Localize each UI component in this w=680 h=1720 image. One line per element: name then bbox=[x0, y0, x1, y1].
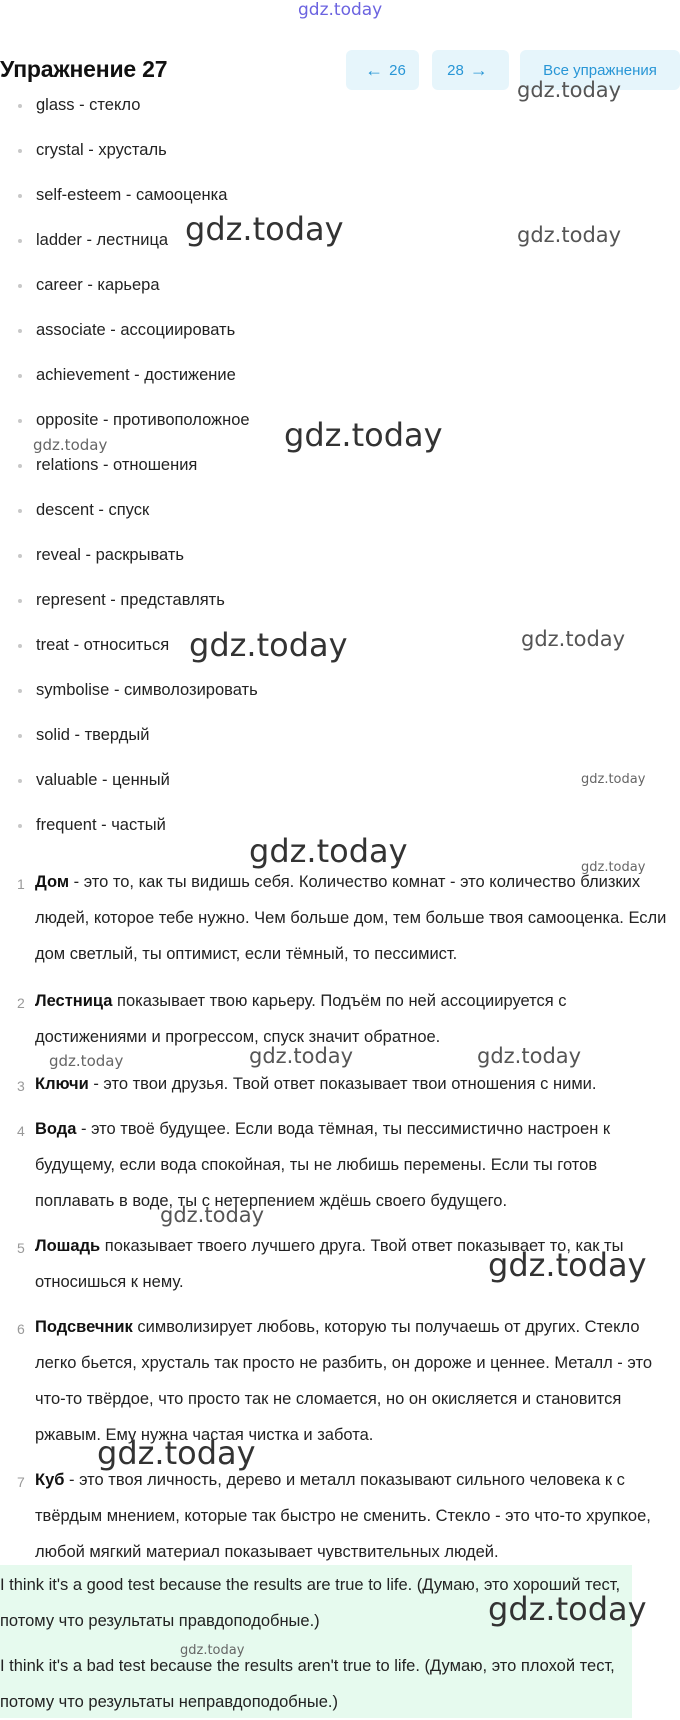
answer-paragraph bbox=[35, 1462, 675, 1570]
next-exercise-button[interactable] bbox=[432, 50, 509, 90]
opinion-bad: I think it's a bad test because the results aren't true to life. (Думаю, это плохой тест, потому что результаты неправдоподобные.) bbox=[0, 1657, 615, 1711]
bullet-icon bbox=[18, 284, 22, 288]
answer-number: 5 bbox=[17, 1240, 25, 1256]
watermark: gdz.today bbox=[521, 627, 626, 651]
watermark: gdz.today bbox=[488, 1246, 647, 1284]
arrow-right-icon: → bbox=[469, 59, 488, 80]
bullet-icon bbox=[18, 464, 22, 468]
next-exercise-label: 28 bbox=[447, 61, 464, 79]
prev-exercise-button[interactable] bbox=[346, 50, 419, 90]
answer-number: 4 bbox=[17, 1123, 25, 1139]
watermark: gdz.today bbox=[189, 626, 348, 664]
vocab-item: frequent - частый bbox=[18, 816, 166, 835]
vocab-item: ladder - лестница bbox=[18, 231, 168, 250]
answer-text: символизирует любовь, которую ты получаешь от других. Стекло легко бьется, хрусталь так просто не разбить, он дороже и ценнее. Металл - это что-то твёрдое, что просто так не сломается, но он окисляется и становится ржавым. Ему нужна частая чистка и забота. bbox=[35, 1318, 652, 1444]
watermark: gdz.today bbox=[49, 1052, 124, 1070]
vocab-item: solid - твердый bbox=[18, 726, 149, 745]
prev-exercise-label: 26 bbox=[389, 61, 406, 79]
page-title: Упражнение 27 bbox=[0, 56, 168, 82]
vocab-item: relations - отношения bbox=[18, 456, 197, 475]
vocab-item: reveal - раскрывать bbox=[18, 546, 184, 565]
arrow-left-icon: ← bbox=[365, 59, 384, 80]
watermark: gdz.today bbox=[284, 416, 443, 454]
answer-text: - это твои друзья. Твой ответ показывает твои отношения с ними. bbox=[88, 1075, 597, 1093]
bullet-icon bbox=[18, 779, 22, 783]
watermark: gdz.today bbox=[477, 1044, 582, 1068]
bullet-icon bbox=[18, 689, 22, 693]
answer-number: 3 bbox=[17, 1078, 25, 1094]
vocab-item: represent - представлять bbox=[18, 591, 225, 610]
answer-number: 2 bbox=[17, 995, 25, 1011]
vocab-item: crystal - хрусталь bbox=[18, 141, 167, 160]
bullet-icon bbox=[18, 104, 22, 108]
watermark: gdz.today bbox=[249, 1044, 354, 1068]
vocab-item: descent - спуск bbox=[18, 501, 149, 520]
bullet-icon bbox=[18, 599, 22, 603]
answer-text: - это то, как ты видишь себя. Количество комнат - это количество близких людей, которое тебе нужно. Чем больше дом, тем больше твоя самооценка. Если дом светлый, ты оптимист, если тёмный, то пессимист. bbox=[35, 873, 667, 963]
vocab-item: opposite - противоположное bbox=[18, 411, 250, 430]
answer-paragraph bbox=[35, 864, 675, 972]
answer-paragraph bbox=[35, 1111, 675, 1219]
answer-paragraph bbox=[35, 1309, 675, 1453]
answer-number: 1 bbox=[17, 876, 25, 892]
watermark: gdz.today bbox=[581, 860, 646, 875]
vocab-item: associate - ассоциировать bbox=[18, 321, 235, 340]
answer-text: - это твоё будущее. Если вода тёмная, ты пессимистично настроен к будущему, если вода спокойная, ты не любишь перемены. Если ты готов поплавать в воде, ты с нетерпением ждёшь своего будущего. bbox=[35, 1120, 611, 1210]
watermark: gdz.today bbox=[581, 772, 646, 787]
opinion-good: I think it's a good test because the results are true to life. (Думаю, это хороший тест, потому что результаты правдоподобные.) bbox=[0, 1576, 621, 1630]
watermark: gdz.today bbox=[185, 210, 344, 248]
bullet-icon bbox=[18, 824, 22, 828]
watermark: gdz.today bbox=[97, 1434, 256, 1472]
answer-term: Подсвечник bbox=[35, 1318, 133, 1336]
bullet-icon bbox=[18, 644, 22, 648]
vocab-item: valuable - ценный bbox=[18, 771, 170, 790]
vocab-item: self-esteem - самооценка bbox=[18, 186, 227, 205]
answer-term: Лестница bbox=[35, 992, 113, 1010]
bullet-icon bbox=[18, 194, 22, 198]
answer-number: 6 bbox=[17, 1321, 25, 1337]
answer-text: показывает твоего лучшего друга. Твой ответ показывает то, как ты относишься к нему. bbox=[35, 1237, 624, 1291]
answer-number: 7 bbox=[17, 1474, 25, 1490]
answer-paragraph bbox=[35, 1066, 675, 1102]
answer-term: Дом bbox=[35, 873, 70, 891]
watermark: gdz.today bbox=[33, 436, 108, 454]
bullet-icon bbox=[18, 419, 22, 423]
bullet-icon bbox=[18, 554, 22, 558]
watermark: gdz.today bbox=[517, 223, 622, 247]
answer-text: - это твоя личность, дерево и металл показывают сильного человека к с твёрдым мнением, которые так быстро не сменить. Стекло - это что-то хрупкое, любой мягкий материал показывает чувствительных людей. bbox=[35, 1471, 651, 1561]
bullet-icon bbox=[18, 329, 22, 333]
vocab-item: achievement - достижение bbox=[18, 366, 236, 385]
answer-term: Вода bbox=[35, 1120, 77, 1138]
vocab-item: treat - относиться bbox=[18, 636, 169, 655]
vocab-item: glass - стекло bbox=[18, 96, 140, 115]
answer-term: Лошадь bbox=[35, 1237, 101, 1255]
bullet-icon bbox=[18, 149, 22, 153]
answer-term: Куб bbox=[35, 1471, 65, 1489]
watermark: gdz.today bbox=[488, 1590, 647, 1628]
watermark: gdz.today bbox=[249, 832, 408, 870]
bullet-icon bbox=[18, 734, 22, 738]
bullet-icon bbox=[18, 239, 22, 243]
vocab-item: symbolise - символозировать bbox=[18, 681, 258, 700]
watermark: gdz.today bbox=[517, 78, 622, 102]
bullet-icon bbox=[18, 509, 22, 513]
vocab-item: career - карьера bbox=[18, 276, 160, 295]
all-exercises-label: Все упражнения bbox=[543, 61, 657, 79]
watermark: gdz.today bbox=[160, 1203, 265, 1227]
watermark: gdz.today bbox=[180, 1643, 245, 1658]
bullet-icon bbox=[18, 374, 22, 378]
top-watermark: gdz.today bbox=[298, 0, 383, 20]
answer-text: показывает твою карьеру. Подъём по ней ассоциируется с достижениями и прогрессом, спуск значит обратное. bbox=[35, 992, 567, 1046]
answer-term: Ключи bbox=[35, 1075, 89, 1093]
